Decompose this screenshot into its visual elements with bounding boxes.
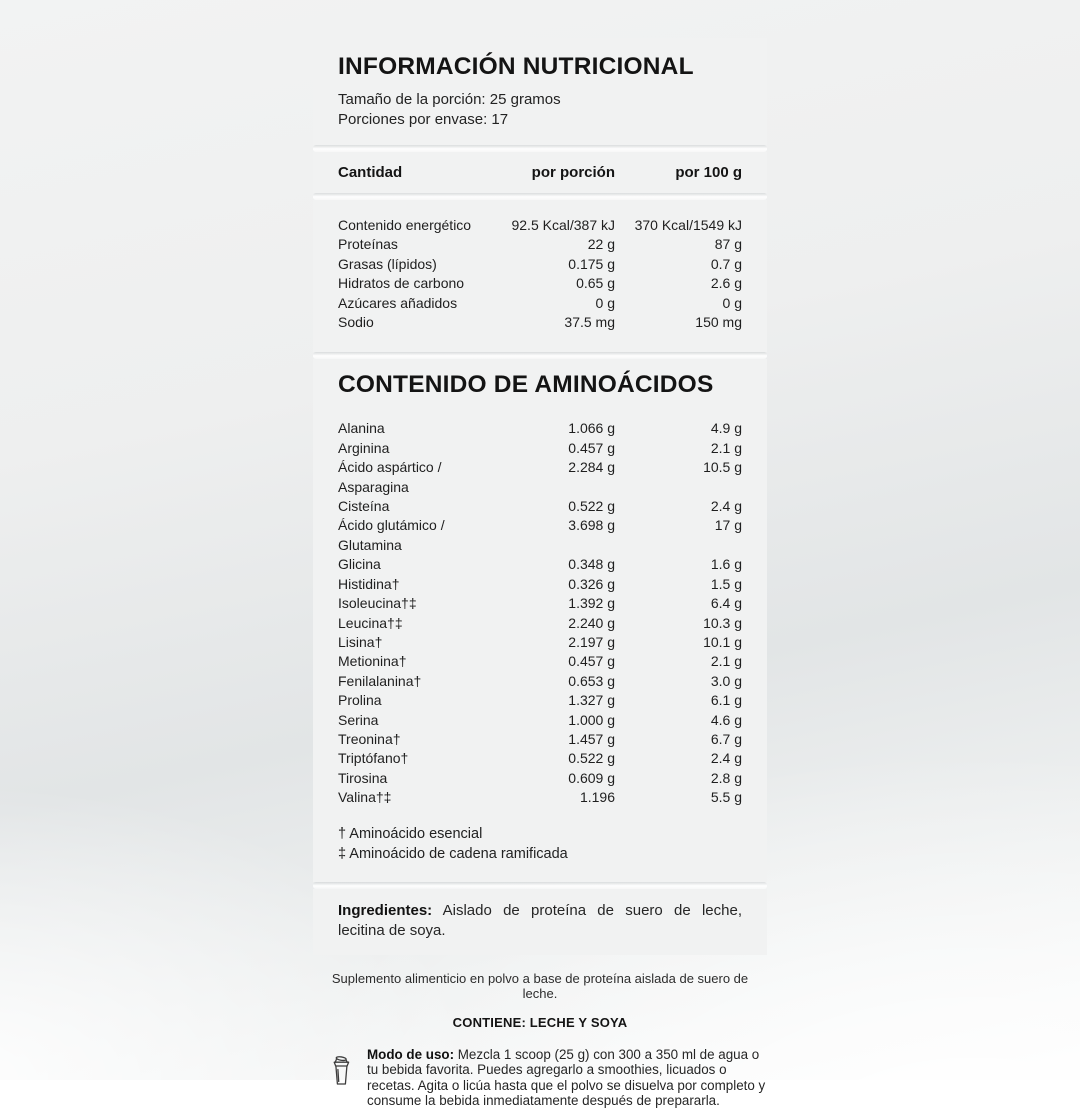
amino-per-serving-value: 0.326 g — [568, 575, 615, 592]
column-header-cantidad: Cantidad — [338, 164, 403, 181]
table-row — [338, 516, 742, 555]
table-row — [338, 711, 742, 730]
table-row — [338, 274, 742, 293]
amino-per-100g-value: 2.1 g — [710, 653, 742, 670]
nutrient-name: Grasas (lípidos) — [338, 255, 437, 272]
amino-per-100g-value: 4.6 g — [710, 711, 742, 728]
amino-per-serving-value: 0.653 g — [568, 672, 615, 689]
table-row — [338, 672, 742, 691]
amino-per-100g-value: 17 g — [714, 517, 742, 534]
table-row — [338, 614, 742, 633]
amino-acid-name: Triptófano† — [338, 750, 409, 767]
nutrient-name: Contenido energético — [338, 217, 472, 233]
amino-per-100g-value: 6.1 g — [710, 692, 742, 709]
nutrient-name: Hidratos de carbono — [338, 275, 465, 292]
amino-per-serving-value: 2.284 g — [568, 459, 615, 476]
section-divider — [313, 882, 767, 889]
amino-acid-name: Ácido glutámico / Glutamina — [338, 517, 445, 553]
table-row — [338, 730, 742, 749]
ingredients-text — [338, 901, 742, 942]
usage-text — [367, 1047, 767, 1109]
table-row — [338, 575, 742, 594]
amino-per-100g-value: 6.4 g — [710, 595, 742, 612]
amino-per-serving-value: 0.522 g — [568, 750, 615, 767]
amino-per-serving-value: 0.457 g — [568, 653, 615, 670]
amino-per-100g-value: 2.1 g — [710, 439, 742, 456]
nutrient-per-serving-value: 0 g — [595, 294, 615, 311]
usage-body: Mezcla 1 scoop (25 g) con 300 a 350 ml de agua o tu bebida favorita. Puedes agregarlo a smoothies, licuados o recetas. Agita o licúa hasta que el polvo se disuelva por completo y consume la bebida inmediatamente después de prepararla. — [367, 1046, 766, 1109]
nutrient-name: Azúcares añadidos — [338, 294, 458, 311]
amino-acid-name: Metionina† — [338, 653, 407, 670]
amino-per-100g-value: 10.1 g — [703, 633, 742, 650]
column-header-por-100g: por 100 g — [675, 164, 742, 181]
amino-per-100g-value: 3.0 g — [710, 672, 742, 689]
ingredients-value: Aislado de proteína de suero de leche, lecitina de soya. — [338, 901, 742, 940]
table-row — [338, 788, 742, 807]
amino-per-serving-value: 0.609 g — [568, 769, 615, 786]
table-row — [338, 294, 742, 313]
amino-per-serving-value: 1.457 g — [568, 730, 615, 747]
footnote-branched-chain: ‡ Aminoácido de cadena ramificada — [338, 845, 568, 862]
nutrient-name: Proteínas — [338, 236, 398, 253]
amino-per-serving-value: 1.196 — [579, 789, 615, 806]
header-section — [313, 38, 767, 145]
amino-acid-name: Glicina — [338, 556, 381, 573]
table-row — [338, 439, 742, 458]
amino-acid-name: Histidina† — [338, 575, 400, 592]
amino-acid-name: Arginina — [338, 439, 390, 456]
table-row — [338, 691, 742, 710]
table-row — [338, 419, 742, 438]
amino-per-serving-value: 1.327 g — [568, 692, 615, 709]
amino-acid-name: Lisina† — [338, 633, 383, 650]
nutrient-per-100g-value: 370 Kcal/1549 kJ — [634, 217, 742, 233]
table-row — [338, 749, 742, 768]
allergen-statement: CONTIENE: LECHE Y SOYA — [452, 1014, 628, 1030]
amino-acid-name: Valina†‡ — [338, 789, 392, 806]
amino-acid-name: Cisteína — [338, 498, 390, 515]
table-row — [338, 555, 742, 574]
amino-per-serving-value: 0.522 g — [568, 498, 615, 515]
label-column — [313, 38, 767, 1109]
amino-per-serving-value: 3.698 g — [568, 517, 615, 534]
amino-per-serving-value: 1.066 g — [568, 420, 615, 437]
nutrient-name: Sodio — [338, 314, 374, 331]
amino-per-serving-value: 0.457 g — [568, 439, 615, 456]
amino-per-100g-value: 10.3 g — [703, 614, 742, 631]
nutrient-per-100g-value: 87 g — [714, 236, 742, 253]
table-row — [338, 458, 742, 497]
usage-instructions — [313, 1047, 767, 1109]
amino-per-100g-value: 6.7 g — [710, 730, 742, 747]
amino-per-serving-value: 1.000 g — [568, 711, 615, 728]
table-header-row — [338, 164, 742, 181]
amino-per-100g-value: 5.5 g — [710, 789, 742, 806]
section-divider — [313, 145, 767, 152]
ingredients-label: Ingredientes: — [338, 901, 433, 919]
amino-acid-name: Alanina — [338, 420, 385, 437]
amino-acid-name: Ácido aspártico / Asparagina — [338, 459, 442, 495]
table-row — [338, 594, 742, 613]
table-header-section — [313, 152, 767, 193]
table-row — [338, 313, 742, 332]
column-header-por-porcion: por porción — [531, 164, 615, 181]
amino-per-serving-value: 2.240 g — [568, 614, 615, 631]
amino-per-100g-value: 1.6 g — [710, 556, 742, 573]
table-row — [338, 497, 742, 516]
nutrient-per-serving-value: 0.175 g — [568, 255, 615, 272]
nutrient-per-serving-value: 92.5 Kcal/387 kJ — [511, 217, 615, 233]
nutrient-per-100g-value: 2.6 g — [710, 275, 742, 292]
amino-per-serving-value: 1.392 g — [568, 595, 615, 612]
table-row — [338, 235, 742, 254]
table-row — [338, 769, 742, 788]
amino-per-100g-value: 10.5 g — [703, 459, 742, 476]
servings-per-container-text: Porciones por envase: 17 — [338, 111, 509, 128]
table-row — [338, 255, 742, 274]
nutrition-table-section — [313, 200, 767, 352]
nutrient-per-serving-value: 37.5 mg — [564, 314, 615, 331]
amino-per-serving-value: 0.348 g — [568, 556, 615, 573]
amino-acid-name: Tirosina — [338, 769, 388, 786]
section-divider — [313, 352, 767, 359]
nutrient-per-100g-value: 150 mg — [695, 314, 742, 331]
table-row — [338, 652, 742, 671]
amino-per-100g-value: 1.5 g — [710, 575, 742, 592]
table-row — [338, 633, 742, 652]
serving-size-text: Tamaño de la porción: 25 gramos — [338, 91, 561, 108]
shaker-bottle-icon — [329, 1055, 354, 1091]
amino-per-100g-value: 2.4 g — [710, 498, 742, 515]
amino-acids-title: CONTENIDO DE AMINOÁCIDOS — [338, 371, 714, 399]
nutrient-per-serving-value: 0.65 g — [576, 275, 615, 292]
nutrient-per-100g-value: 0 g — [722, 294, 742, 311]
supplement-note: Suplemento alimenticio en polvo a base de proteína aislada de suero de leche. — [331, 970, 749, 1001]
amino-acid-name: Isoleucina†‡ — [338, 595, 417, 612]
footnotes — [338, 824, 742, 864]
amino-acid-name: Fenilalanina† — [338, 672, 422, 689]
amino-per-serving-value: 2.197 g — [568, 633, 615, 650]
footnote-essential: † Aminoácido esencial — [338, 825, 483, 842]
amino-acid-name: Leucina†‡ — [338, 614, 403, 631]
nutrient-per-serving-value: 22 g — [587, 236, 615, 253]
amino-per-100g-value: 2.4 g — [710, 750, 742, 767]
amino-acids-section — [313, 359, 767, 881]
amino-acids-table — [338, 419, 742, 807]
amino-acid-name: Prolina — [338, 692, 382, 709]
ingredients-section — [313, 889, 767, 955]
section-divider — [313, 193, 767, 200]
table-row — [338, 216, 742, 235]
amino-per-100g-value: 4.9 g — [710, 420, 742, 437]
page-title: INFORMACIÓN NUTRICIONAL — [338, 53, 694, 80]
usage-label: Modo de uso: — [367, 1046, 455, 1062]
amino-acid-name: Serina — [338, 711, 379, 728]
nutrient-per-100g-value: 0.7 g — [710, 255, 742, 272]
amino-per-100g-value: 2.8 g — [710, 769, 742, 786]
amino-acid-name: Treonina† — [338, 730, 401, 747]
